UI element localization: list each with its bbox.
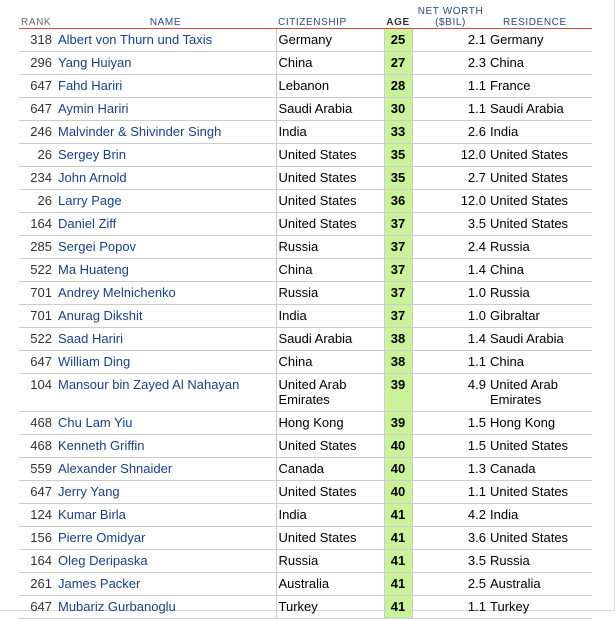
citizenship-cell: Russia <box>276 236 384 259</box>
age-cell: 37 <box>384 236 412 259</box>
age-cell: 30 <box>384 98 412 121</box>
age-cell: 40 <box>384 481 412 504</box>
net-worth-cell: 2.6 <box>412 121 489 144</box>
table-row <box>19 412 592 435</box>
residence-cell: United States <box>489 190 592 213</box>
residence-cell: United States <box>489 213 592 236</box>
net-worth-cell: 1.5 <box>412 412 489 435</box>
name-link[interactable]: Malvinder & Shivinder Singh <box>55 121 276 144</box>
residence-cell: United States <box>489 435 592 458</box>
citizenship-cell: Lebanon <box>276 75 384 98</box>
rank-cell: 318 <box>19 29 55 52</box>
name-link[interactable]: John Arnold <box>55 167 276 190</box>
citizenship-cell: United States <box>276 167 384 190</box>
name-link[interactable]: Fahd Hariri <box>55 75 276 98</box>
table-row <box>19 504 592 527</box>
citizenship-cell: Germany <box>276 29 384 52</box>
citizenship-cell: United States <box>276 527 384 550</box>
table-row <box>19 596 592 619</box>
header-row <box>19 4 592 29</box>
name-column-header[interactable]: NAME <box>55 4 276 29</box>
table-row <box>19 213 592 236</box>
net-worth-cell: 3.6 <box>412 527 489 550</box>
residence-cell: Australia <box>489 573 592 596</box>
name-link[interactable]: James Packer <box>55 573 276 596</box>
table-row <box>19 550 592 573</box>
net-worth-cell: 1.1 <box>412 351 489 374</box>
name-link[interactable]: Sergei Popov <box>55 236 276 259</box>
net-worth-cell: 1.0 <box>412 282 489 305</box>
age-cell: 41 <box>384 550 412 573</box>
net-worth-cell: 1.1 <box>412 75 489 98</box>
name-link[interactable]: Kenneth Griffin <box>55 435 276 458</box>
net-worth-cell: 12.0 <box>412 190 489 213</box>
citizenship-cell: India <box>276 305 384 328</box>
name-link[interactable]: Daniel Ziff <box>55 213 276 236</box>
table-row <box>19 190 592 213</box>
rank-cell: 246 <box>19 121 55 144</box>
name-link[interactable]: Yang Huiyan <box>55 52 276 75</box>
age-cell: 28 <box>384 75 412 98</box>
citizenship-cell: Russia <box>276 550 384 573</box>
rank-cell: 234 <box>19 167 55 190</box>
net-worth-column-header[interactable] <box>412 4 489 29</box>
table-row <box>19 52 592 75</box>
citizenship-cell: United States <box>276 144 384 167</box>
age-cell: 39 <box>384 412 412 435</box>
residence-cell: Saudi Arabia <box>489 98 592 121</box>
rank-cell: 164 <box>19 550 55 573</box>
table-header <box>19 4 592 29</box>
table-row <box>19 527 592 550</box>
age-cell: 38 <box>384 351 412 374</box>
name-link[interactable]: Sergey Brin <box>55 144 276 167</box>
citizenship-cell: China <box>276 351 384 374</box>
residence-cell: United Arab Emirates <box>489 374 592 412</box>
residence-cell: United States <box>489 527 592 550</box>
table-row <box>19 573 592 596</box>
rank-cell: 261 <box>19 573 55 596</box>
age-cell: 39 <box>384 374 412 412</box>
citizenship-cell: Canada <box>276 458 384 481</box>
age-cell: 25 <box>384 29 412 52</box>
net-worth-cell: 2.3 <box>412 52 489 75</box>
age-cell: 40 <box>384 458 412 481</box>
age-cell: 35 <box>384 167 412 190</box>
rank-cell: 701 <box>19 305 55 328</box>
billionaires-table <box>19 4 592 619</box>
citizenship-cell: Australia <box>276 573 384 596</box>
rank-cell: 468 <box>19 412 55 435</box>
residence-cell: India <box>489 121 592 144</box>
rank-column-header[interactable]: RANK <box>19 4 55 29</box>
table-body <box>19 29 592 619</box>
table-row <box>19 98 592 121</box>
rank-cell: 647 <box>19 75 55 98</box>
rank-cell: 647 <box>19 98 55 121</box>
age-cell: 37 <box>384 305 412 328</box>
net-worth-cell: 3.5 <box>412 550 489 573</box>
citizenship-cell: United States <box>276 213 384 236</box>
citizenship-cell: Saudi Arabia <box>276 328 384 351</box>
name-link[interactable]: Oleg Deripaska <box>55 550 276 573</box>
rank-cell: 156 <box>19 527 55 550</box>
table-row <box>19 328 592 351</box>
net-worth-cell: 4.9 <box>412 374 489 412</box>
table-row <box>19 481 592 504</box>
name-link[interactable]: Pierre Omidyar <box>55 527 276 550</box>
name-link[interactable]: Anurag Dikshit <box>55 305 276 328</box>
residence-cell: China <box>489 259 592 282</box>
rank-cell: 26 <box>19 144 55 167</box>
table-row <box>19 282 592 305</box>
age-cell: 27 <box>384 52 412 75</box>
residence-cell: Gibraltar <box>489 305 592 328</box>
residence-cell: United States <box>489 167 592 190</box>
net-worth-cell: 12.0 <box>412 144 489 167</box>
residence-cell: Saudi Arabia <box>489 328 592 351</box>
net-worth-cell: 2.7 <box>412 167 489 190</box>
rank-cell: 701 <box>19 282 55 305</box>
net-worth-cell: 1.1 <box>412 481 489 504</box>
net-worth-cell: 1.4 <box>412 328 489 351</box>
rank-cell: 26 <box>19 190 55 213</box>
net-worth-cell: 2.4 <box>412 236 489 259</box>
net-worth-cell: 1.0 <box>412 305 489 328</box>
citizenship-cell: Turkey <box>276 596 384 619</box>
citizenship-cell: United States <box>276 435 384 458</box>
rank-cell: 468 <box>19 435 55 458</box>
age-cell: 37 <box>384 282 412 305</box>
residence-cell: France <box>489 75 592 98</box>
net-worth-header-line2: ($BIL) <box>435 17 466 28</box>
net-worth-cell: 1.1 <box>412 98 489 121</box>
age-cell: 40 <box>384 435 412 458</box>
name-link[interactable]: Larry Page <box>55 190 276 213</box>
residence-cell: Russia <box>489 282 592 305</box>
citizenship-cell: China <box>276 52 384 75</box>
rank-cell: 647 <box>19 351 55 374</box>
table-row <box>19 29 592 52</box>
net-worth-cell: 2.5 <box>412 573 489 596</box>
net-worth-cell: 1.4 <box>412 259 489 282</box>
rank-cell: 647 <box>19 481 55 504</box>
net-worth-cell: 1.5 <box>412 435 489 458</box>
age-cell: 41 <box>384 527 412 550</box>
net-worth-header-line1: NET WORTH <box>417 6 484 17</box>
citizenship-cell: India <box>276 504 384 527</box>
rank-cell: 647 <box>19 596 55 619</box>
residence-cell: India <box>489 504 592 527</box>
residence-cell: Turkey <box>489 596 592 619</box>
age-cell: 41 <box>384 573 412 596</box>
net-worth-cell: 1.3 <box>412 458 489 481</box>
residence-cell: Russia <box>489 236 592 259</box>
age-cell: 41 <box>384 596 412 619</box>
table-row <box>19 374 592 412</box>
citizenship-cell: India <box>276 121 384 144</box>
citizenship-cell: China <box>276 259 384 282</box>
name-link[interactable]: Jerry Yang <box>55 481 276 504</box>
name-link[interactable]: Albert von Thurn und Taxis <box>55 29 276 52</box>
residence-cell: Germany <box>489 29 592 52</box>
rank-cell: 164 <box>19 213 55 236</box>
residence-cell: Hong Kong <box>489 412 592 435</box>
name-link[interactable]: Aymin Hariri <box>55 98 276 121</box>
net-worth-cell: 4.2 <box>412 504 489 527</box>
net-worth-cell: 1.1 <box>412 596 489 619</box>
name-link[interactable]: Saad Hariri <box>55 328 276 351</box>
name-link[interactable]: Andrey Melnichenko <box>55 282 276 305</box>
citizenship-cell: Hong Kong <box>276 412 384 435</box>
table-row <box>19 75 592 98</box>
age-cell: 41 <box>384 504 412 527</box>
table-row <box>19 435 592 458</box>
citizenship-cell: Russia <box>276 282 384 305</box>
age-cell: 37 <box>384 259 412 282</box>
table-row <box>19 259 592 282</box>
residence-cell: Canada <box>489 458 592 481</box>
rank-cell: 104 <box>19 374 55 412</box>
rank-cell: 296 <box>19 52 55 75</box>
rank-cell: 559 <box>19 458 55 481</box>
age-cell: 37 <box>384 213 412 236</box>
citizenship-cell: United Arab Emirates <box>276 374 384 412</box>
name-link[interactable]: William Ding <box>55 351 276 374</box>
table-row <box>19 236 592 259</box>
residence-cell: China <box>489 52 592 75</box>
name-link[interactable]: Kumar Birla <box>55 504 276 527</box>
age-column-header[interactable]: AGE <box>384 4 412 29</box>
rank-cell: 522 <box>19 328 55 351</box>
rank-cell: 522 <box>19 259 55 282</box>
age-cell: 33 <box>384 121 412 144</box>
rank-cell: 285 <box>19 236 55 259</box>
residence-cell: Russia <box>489 550 592 573</box>
citizenship-column-header[interactable]: CITIZENSHIP <box>276 4 384 29</box>
name-link[interactable]: Mubariz Gurbanoglu <box>55 596 276 619</box>
table-row <box>19 351 592 374</box>
table-row <box>19 144 592 167</box>
citizenship-cell: United States <box>276 481 384 504</box>
citizenship-cell: United States <box>276 190 384 213</box>
name-link[interactable]: Chu Lam Yiu <box>55 412 276 435</box>
name-link[interactable]: Mansour bin Zayed Al Nahayan <box>55 374 276 412</box>
net-worth-cell: 2.1 <box>412 29 489 52</box>
residence-cell: United States <box>489 144 592 167</box>
residence-column-header[interactable]: RESIDENCE <box>489 4 592 29</box>
name-link[interactable]: Alexander Shnaider <box>55 458 276 481</box>
table-row <box>19 121 592 144</box>
table-row <box>19 167 592 190</box>
age-cell: 36 <box>384 190 412 213</box>
table-row <box>19 305 592 328</box>
residence-cell: United States <box>489 481 592 504</box>
citizenship-cell: Saudi Arabia <box>276 98 384 121</box>
age-cell: 35 <box>384 144 412 167</box>
residence-cell: China <box>489 351 592 374</box>
net-worth-cell: 3.5 <box>412 213 489 236</box>
table-row <box>19 458 592 481</box>
name-link[interactable]: Ma Huateng <box>55 259 276 282</box>
age-cell: 38 <box>384 328 412 351</box>
rank-cell: 124 <box>19 504 55 527</box>
